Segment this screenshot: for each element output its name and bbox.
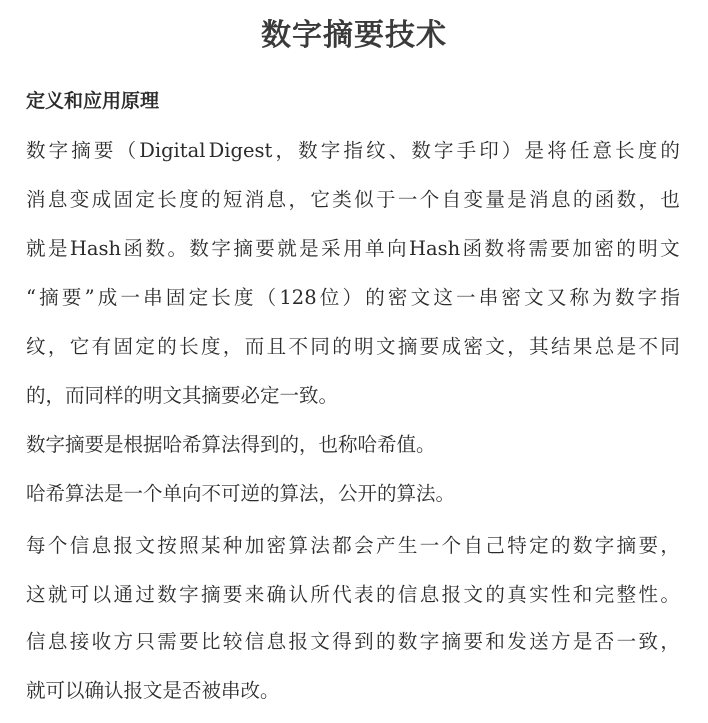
paragraph-line: 信 息 接 收 方 只 需 要 比 较 信 息 报 文 得 到 的 数 字 摘 要 和 发 送 方 是 否 一 致 ， bbox=[26, 630, 680, 653]
paragraph-line: 哈希算法是一个单向不可逆的算法，公开的算法。 bbox=[26, 482, 456, 505]
paragraph-line: 数字摘要是根据哈希算法得到的，也称哈希值。 bbox=[26, 433, 436, 456]
document-title: 数字摘要技术 bbox=[261, 18, 447, 53]
paragraph-verification bbox=[26, 617, 686, 715]
paragraph-line: 就 是 Hash 函 数 。 数 字 摘 要 就 是 采 用 单 向 Hash 函 数 将 需 要 加 密 的 明 文 bbox=[26, 237, 680, 260]
paragraph-hash-value bbox=[26, 420, 686, 469]
paragraph-hash-algorithm bbox=[26, 469, 686, 518]
paragraph-definition bbox=[26, 126, 686, 420]
section-heading: 定义和应用原理 bbox=[26, 90, 160, 112]
paragraph-line: 这 就 可 以 通 过 数 字 摘 要 来 确 认 所 代 表 的 信 息 报 文 的 真 实 性 和 完 整 性 。 bbox=[26, 583, 680, 606]
paragraph-line: 就可以确认报文是否被串改。 bbox=[26, 679, 280, 702]
paragraph-line: 每 个 信 息 报 文 按 照 某 种 加 密 算 法 都 会 产 生 一 个 自 己 特 定 的 数 字 摘 要 ， bbox=[26, 534, 680, 557]
paragraph-line: 的，而同样的明文其摘要必定一致。 bbox=[26, 384, 339, 407]
paragraph-message-digest bbox=[26, 521, 686, 619]
paragraph-line: 纹 ， 它 有 固 定 的 长 度 ， 而 且 不 同 的 明 文 摘 要 成 密 文 ， 其 结 果 总 是 不 同 bbox=[26, 335, 680, 358]
paragraph-line: 消 息 变 成 固 定 长 度 的 短 消 息 ， 它 类 似 于 一 个 自 变 量 是 消 息 的 函 数 ， 也 bbox=[26, 188, 680, 211]
paragraph-line: 数 字 摘 要 （ Digital Digest ， 数 字 指 纹 、 数 字 手 印 ） 是 将 任 意 长 度 的 bbox=[26, 139, 680, 162]
paragraph-line: “ 摘 要 ” 成 一 串 固 定 长 度 （ 128 位 ） 的 密 文 这 一 串 密 文 又 称 为 数 字 指 bbox=[26, 286, 680, 309]
